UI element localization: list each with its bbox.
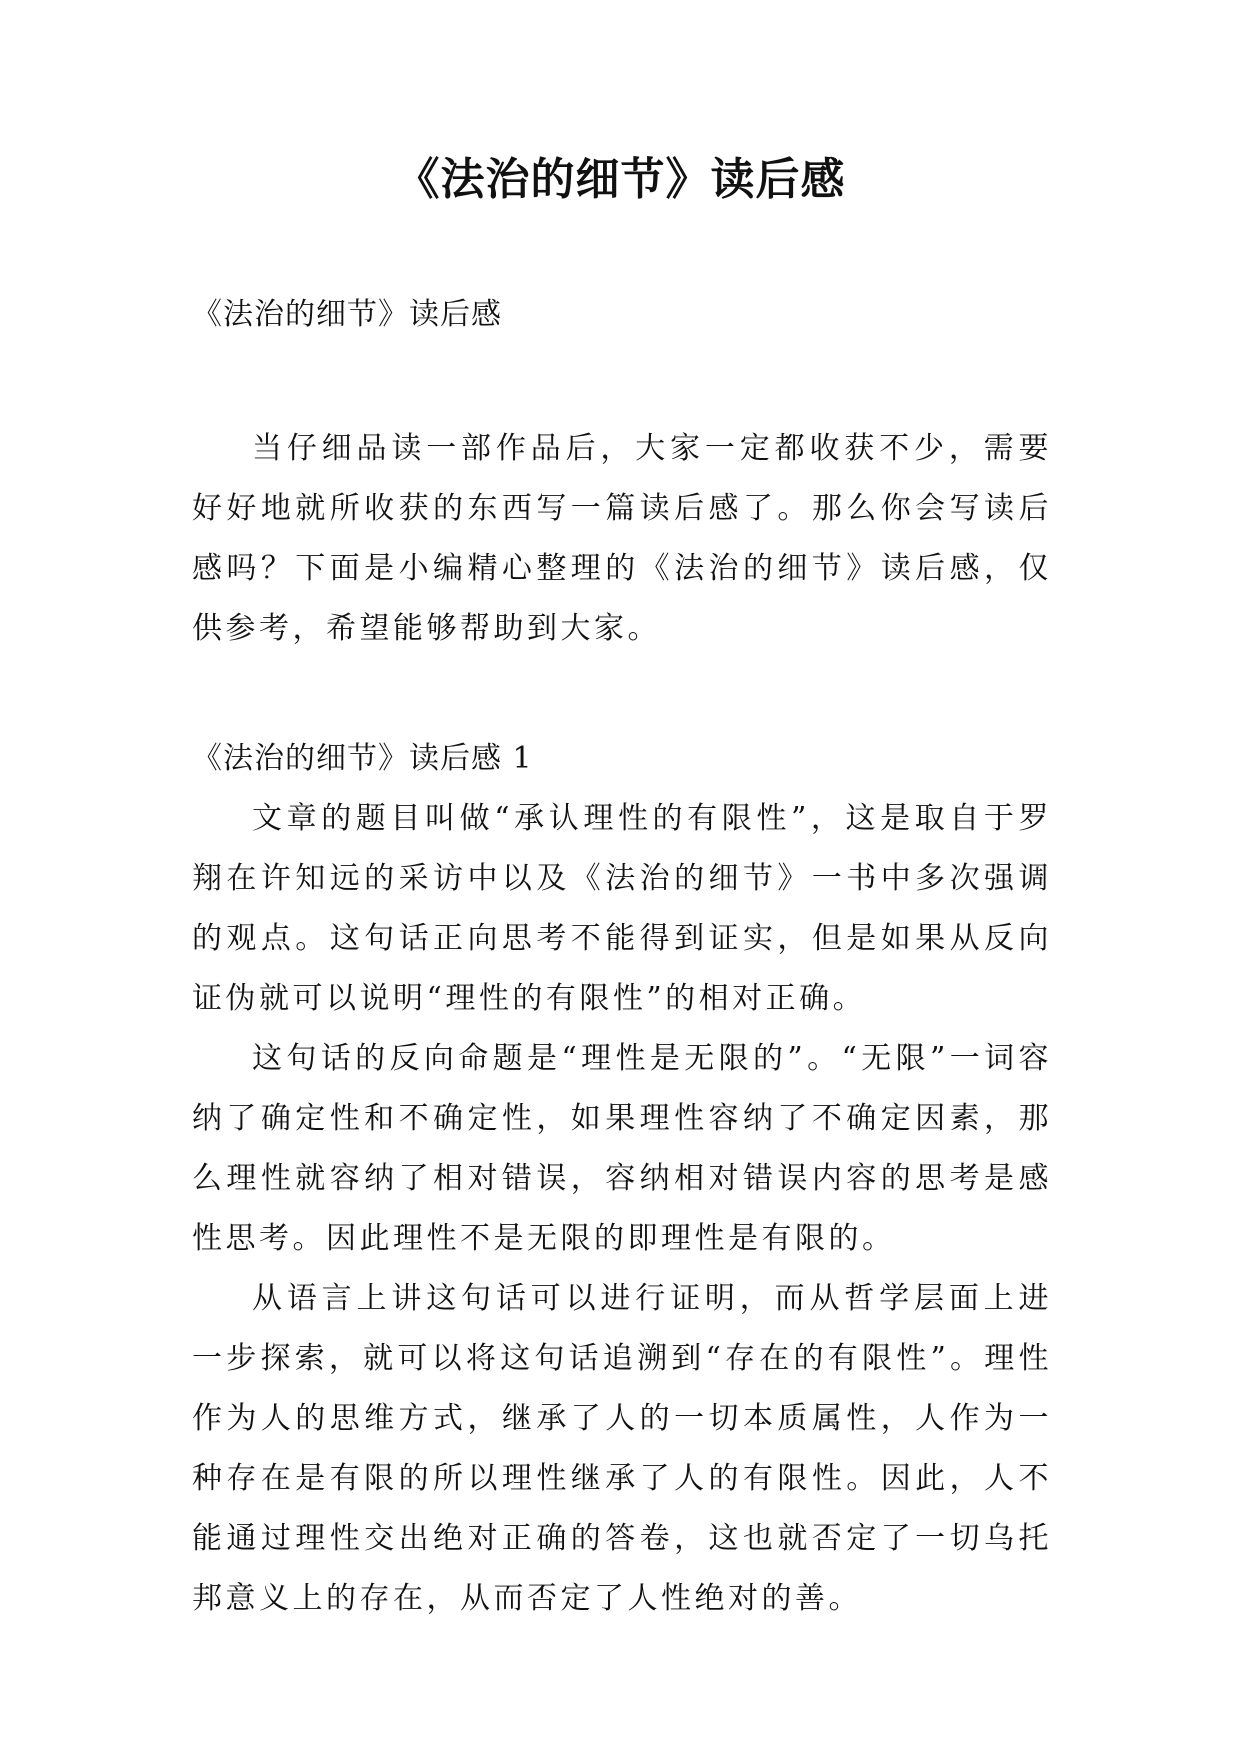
document-title: 《法治的细节》读后感 bbox=[395, 154, 846, 205]
document-body bbox=[192, 285, 1052, 1629]
intro-paragraph: 当仔细品读一部作品后，大家一定都收获不少，需要好好地就所收获的东西写一篇读后感了。那么你会写读后感吗？下面是小编精心整理的《法治的细节》读后感，仅供参考，希望能够帮助到大家。 bbox=[192, 431, 1052, 646]
section-heading: 《法治的细节》读后感 1 bbox=[192, 741, 533, 776]
document-subtitle: 《法治的细节》读后感 bbox=[192, 297, 502, 332]
body-paragraph-1: 文章的题目叫做“承认理性的有限性”，这是取自于罗翔在许知远的采访中以及《法治的细节》一书中多次强调的观点。这句话正向思考不能得到证实，但是如果从反向证伪就可以说明“理性的有限性”的相对正确。 bbox=[192, 801, 1052, 1016]
body-paragraph-2: 这句话的反向命题是“理性是无限的”。“无限”一词容纳了确定性和不确定性，如果理性容纳了不确定因素，那么理性就容纳了相对错误，容纳相对错误内容的思考是感性思考。因此理性不是无限的即理性是有限的。 bbox=[192, 1041, 1052, 1256]
body-paragraph-3: 从语言上讲这句话可以进行证明，而从哲学层面上进一步探索，就可以将这句话追溯到“存在的有限性”。理性作为人的思维方式，继承了人的一切本质属性，人作为一种存在是有限的所以理性继承了人的有限性。因此，人不能通过理性交出绝对正确的答卷，这也就否定了一切乌托邦意义上的存在，从而否定了人性绝对的善。 bbox=[192, 1281, 1052, 1616]
